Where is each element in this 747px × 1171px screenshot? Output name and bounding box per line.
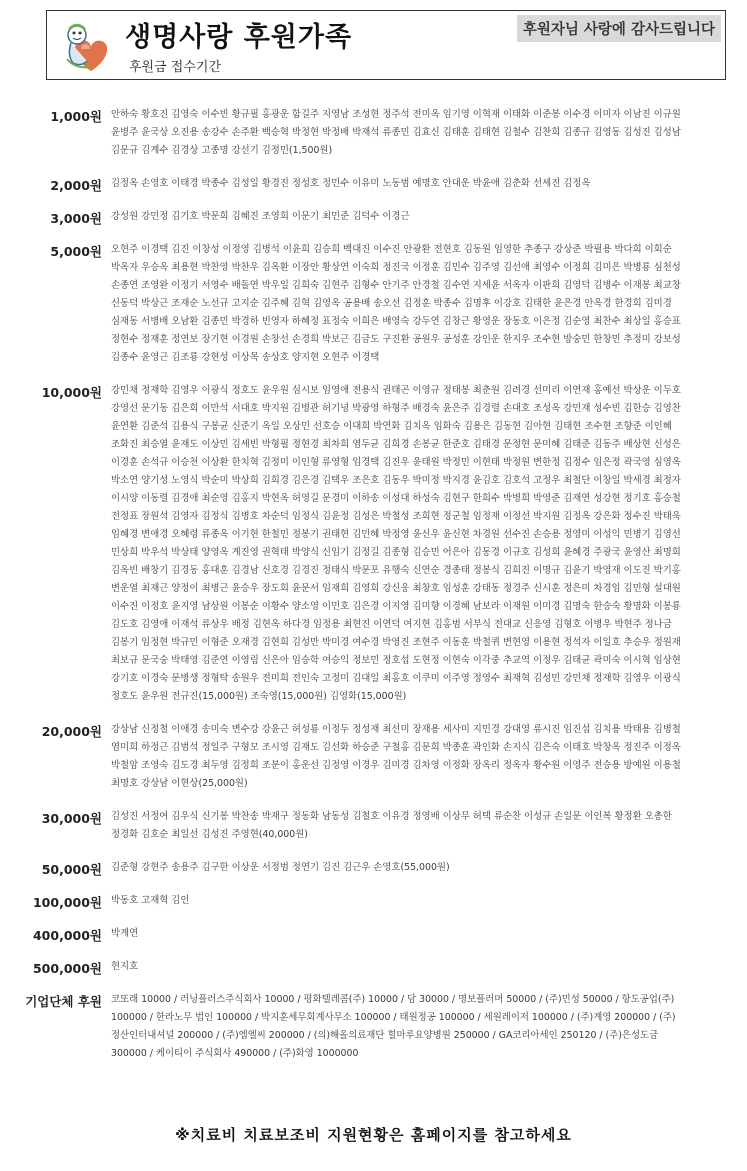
donation-row-1000 xyxy=(0,106,747,160)
thanks-banner: 후원자님 사랑에 감사드립니다 xyxy=(517,15,721,42)
donor-names: 강민채 정재학 김영우 이광식 정호도 윤우원 심시보 임영애 전용식 권태곤 이영규 정태봉 최춘원 김려경 선미리 이연재 홍예선 박상운 이두호 강영선 문기동 김은희 이만석 서대호 박지원 김병관 허기녕 박광영 하형주 배경숙 윤은주 김경렬 손대호 조성옥 강민재 성수빈 김한승 김영찬 윤연환 김준석 김용식 구봉균 신준기 옥일 오상민 선호승 이대희 박연화 김치옥 임화숙 김용은 김동현 김아현 김태현 조수현 조향준 이인혜 조화진 최승열 윤재도 이상민 김세빈 박형필 정현경 최차희 염두균 김희경 손봉균 한준호 김태경 문정현 문미혜 김태준 김동주 배상현 신성은 이경훈 손석규 이승천 이상환 한치혁 김정미 이인형 류영형 임경택 김진우 윤태원 박정민 이현태 박정원 변한정 김정수 임은정 곽국영 심영옥 박소연 양기성 노영식 박순미 박상희 김희경 김은경 김택우 조은호 김동우 박미정 박지경 윤김호 김호석 고정우 최철단 이창일 박세경 최정자 이시양 이동렬 김경애 최순영 김홍지 박현옥 허영길 문경미 이하송 이성대 하성숙 김현구 한희수 박병희 박영준 김재연 성강현 정기호 홍승철 전정표 장원석 김영자 김정식 김병호 차순덕 임정식 김윤정 김성은 박철성 조희현 정군철 임정재 이정선 박지원 김정옥 강은화 정수진 박태욱 임혜경 변애경 오혜령 류종옥 이기현 한철민 정봉기 권태현 김민혜 박정영 윤신우 윤신현 차경원 선수진 손승용 정영미 이성익 민병기 김영선 민상희 박우석 박상태 양영옥 계진영 권혁태 박양식 신임기 김정길 김종형 김승민 어은아 김동경 이규호 김성희 윤혜경 주광국 윤영산 최명희 김옥빈 배창기 김경동 홍대훈 김경남 신호경 김경진 정태식 박문포 유행숙 신연순 경종태 정봉식 김희진 이명규 김윤기 박영재 이도진 박기홍 변운열 최재근 양정이 최병근 윤승우 장도희 윤문서 임재희 김영희 강신웅 최창호 임성훈 강태동 정경주 신시훈 정은미 차경임 김민형 설대원 이수진 이정호 윤지영 남상원 이봉순 이황수 양소영 이민호 김은경 이지영 김미향 이경혜 남보라 이재원 이미경 김명숙 한승숙 황명화 이봉룡 김도호 김영애 이재석 류상우 배정 김현옥 하다경 임정용 최현진 이연덕 여지현 김홍범 서부식 전대교 신응영 김형호 이병우 박현주 정나금 김봉기 임정현 박규민 이형준 오재경 김현희 김성만 박미경 여수경 박영진 조현주 이동훈 박철퀴 변현영 이용현 정석자 이일호 추승우 정원재 최보규 문국숭 박태영 김준연 이영림 신은아 임승학 여승익 정보민 정호섭 도현정 이현숙 이각중 추교역 이정우 김태균 곽미숙 이시혁 임상현 강기호 이경숙 문병생 정형탁 송원우 전미희 전인숙 고정미 김대일 최홍호 이쿠미 이주영 정영수 최재혁 김성민 강민채 정재학 김영우 이광식 정호도 윤우원 전규진(15,000원) 조숙영(15,000원) 김영화(15,000원) xyxy=(111,385,681,702)
heart-mascot-logo-icon xyxy=(61,19,115,77)
footer-note: ※치료비 치료보조비 지원현황은 홈페이지를 참고하세요 xyxy=(175,1126,572,1144)
amount-label: 3,000원 xyxy=(50,211,102,226)
donor-names: 김정옥 손영호 이태경 박종수 김성일 황경진 정성호 정민수 이유미 노동범 예명호 안대운 박윤애 김춘화 선세진 김정옥 xyxy=(111,178,591,189)
donation-row-3000 xyxy=(0,208,747,226)
donor-names: 코또래 10000 / 러닝플러스주식회사 10000 / 평화텔레콤(주) 10000 / 담 30000 / 명보플러머 50000 / (주)민성 50000 / 항도공업(주) 100000 / 한라노무 법인 100000 / 박지훈세무회계사무소 100000 / 태원정공 100000 / 세원레이저 100000 / (주)계영 200000 / (주)정산인터내셔널 200000 / (주)엠엘씨 200000 / (의)해올의료재단 힐마루요양병원 250000 / GA코리아세인 250120 / (주)은성도금 300000 / 케이티이 주식회사 490000 / (주)화영 1000000 xyxy=(111,994,676,1059)
amount-label: 30,000원 xyxy=(41,811,102,826)
donation-row-500000 xyxy=(0,958,747,976)
donor-list xyxy=(0,106,747,1078)
donation-row-2000 xyxy=(0,175,747,193)
donor-names: 현지호 xyxy=(111,961,139,972)
donation-row-50000 xyxy=(0,859,747,877)
amount-label: 10,000원 xyxy=(41,385,102,400)
donation-row-400000 xyxy=(0,925,747,943)
receipt-period-label: 후원금 접수기간 xyxy=(129,60,222,75)
donation-row-corporate xyxy=(0,991,747,1063)
header-box xyxy=(46,10,726,80)
donor-names: 강성원 강민정 김기호 박문희 김혜진 조영희 이문기 최민준 김덕수 이경근 xyxy=(111,211,410,222)
amount-label: 2,000원 xyxy=(50,178,102,193)
donation-row-30000 xyxy=(0,808,747,844)
donation-row-100000 xyxy=(0,892,747,910)
donor-names: 박계연 xyxy=(111,928,139,939)
donor-names: 오현주 이경택 김진 이창성 이정영 김병석 이윤희 김승희 백대진 이수진 안광환 전현호 김동원 임영한 추종구 강상준 박필용 박다희 이회순 박옥자 우승옥 최용현 박찬영 박찬우 김옥환 이장안 황상연 이숙희 정진국 이정훈 김민수 김주영 김선애 최영수 이정희 김미은 박병룡 심천성 손종연 조영완 이정기 서영수 배돌연 박우일 김희숙 김현주 김형수 안기주 안경철 김수연 지세윤 서옥자 이판희 김영덕 김병수 이재봉 최교창 신동덕 박상근 조재순 노선규 고지순 김주혜 김혁 김영옥 공용배 송오선 김정훈 박종수 김명후 이강호 김태한 윤은경 안옥경 한경희 김미경 심재동 서병배 오남환 김종민 박경하 빈영자 하혜정 표정숙 이희은 배영숙 강두연 김창근 황영운 장동호 이은정 김순영 최찬수 최상일 홍승표 정현수 정재훈 정연보 장기현 이경원 손창선 손경희 박보근 김금도 구진환 공원우 공성훈 강인운 한지우 조수현 방숭민 한창민 추정미 강보성 김종수 윤영근 김조룡 강현성 이상목 송상호 양지현 오현주 이경택 xyxy=(111,244,681,363)
donation-row-20000 xyxy=(0,721,747,793)
donor-names: 김준형 강현주 송용주 김구한 이상운 서정범 정연기 김진 김근우 손영호(55,000원) xyxy=(111,862,450,873)
donor-names: 박동호 고재혁 김인 xyxy=(111,895,190,906)
amount-label: 1,000원 xyxy=(50,109,102,124)
amount-label: 기업단체 후원 xyxy=(25,994,102,1009)
donor-names: 안하숙 황호진 김영숙 이수빈 황규필 홍광운 함길주 지영남 조성현 정주석 전미옥 임기영 이혁재 이태화 이준봉 이수경 이미자 이남진 이규원 윤병주 윤국상 오진용 송강수 손주환 백승혁 박정현 박정배 박재석 류종민 김효신 김태훈 김태현 김철수 김찬희 김종규 김영동 김성진 김성남 김문규 김계수 김경상 고종명 강선기 김정민(1,500원) xyxy=(111,109,681,156)
amount-label: 20,000원 xyxy=(41,724,102,739)
page-title: 생명사랑 후원가족 xyxy=(125,22,353,53)
amount-label: 50,000원 xyxy=(41,862,102,877)
donation-row-10000 xyxy=(0,382,747,706)
amount-label: 500,000원 xyxy=(32,961,102,976)
amount-label: 400,000원 xyxy=(32,928,102,943)
amount-label: 5,000원 xyxy=(50,244,102,259)
donor-names: 김성진 서정여 김우식 신기봉 박찬송 박재구 정동화 남동성 김철호 이유경 정영배 이상무 허택 류순찬 이성규 손일문 이인복 황정환 오총한 정경화 김호순 최일선 김성진 주영현(40,000원) xyxy=(111,811,672,840)
amount-label: 100,000원 xyxy=(32,895,102,910)
donation-row-5000 xyxy=(0,241,747,367)
donor-names: 강상남 신정철 이애경 송미숙 변수강 강윤근 허성룡 이정두 정성재 최선미 장재용 세사미 지민경 강대영 류시진 임진섭 김치용 박태용 김병철 염미희 하정근 김범석 정일주 구형모 조시영 김재도 김선화 하승준 구철홍 김문희 박종훈 곽인화 손지식 김은숙 이태호 박창옥 정진주 이정옥 박철암 조영숙 김도경 최두영 김정희 조분이 홍운선 김정영 이경우 김미경 김차영 이정화 장옥리 정옥자 황수원 이영주 전승용 방예원 이용철 최명호 강상남 이현상(25,000원) xyxy=(111,724,681,789)
